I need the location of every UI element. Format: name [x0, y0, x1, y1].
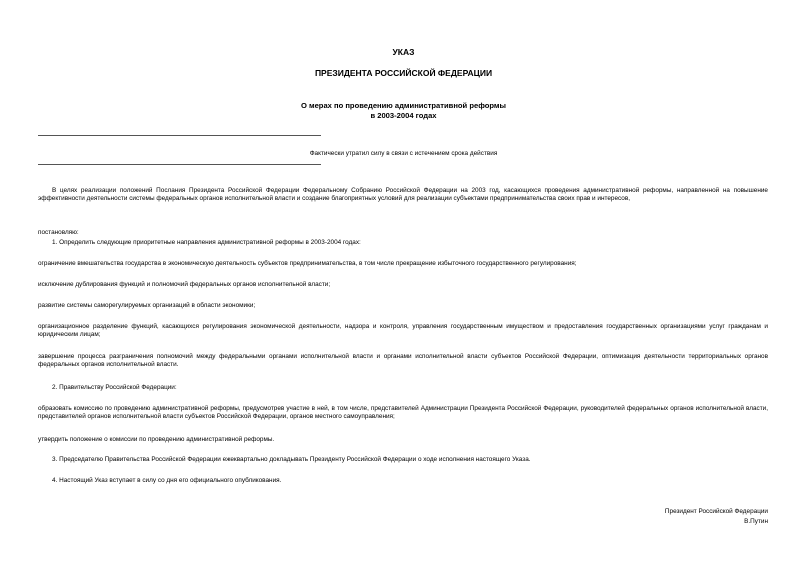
signature-name: В.Путин	[744, 518, 768, 525]
item-2-b: утвердить положение о комиссии по проведению административной реформы.	[38, 436, 275, 443]
signature-position: Президент Российской Федерации	[664, 508, 768, 515]
item-1-d: организационное разделение функций, касающихся регулирования экономической деятельности, надзора и контроля, управления государственным имуществом и предоставления государственных организациями услуг гражданам и юридическим лицам;	[38, 323, 768, 338]
status-note: Фактически утратил силу в связи с истечением срока действия	[309, 150, 498, 157]
preamble-paragraph: В целях реализации положений Послания Президента Российской Федерации Федеральному Собранию Российской Федерации на 2003 год, касающихся проведения административной реформы, направленной на повышение эффективности деятельности системы федеральных органов исполнительной власти и создание благоприятных условий для реализации субъектами предпринимательства своих прав и интересов,	[38, 187, 768, 202]
item-4: 4. Настоящий Указ вступает в силу со дня его официального опубликования.	[52, 477, 282, 484]
top-divider	[38, 135, 321, 136]
decree-issuer: ПРЕЗИДЕНТА РОССИЙСКОЙ ФЕДЕРАЦИИ	[314, 68, 493, 78]
item-2-a: образовать комиссию по проведению административной реформы, предусмотрев участие в ней, в том числе, представителей Администрации Президента Российской Федерации, руководителей федеральных органов исполнительной власти, представителей органов исполнительной власти субъектов Российской Федерации, органов местного самоуправления;	[38, 405, 768, 420]
item-1: 1. Определить следующие приоритетные направления административной реформы в 2003-2004 годах:	[52, 239, 361, 246]
item-1-a: ограничение вмешательства государства в экономическую деятельность субъектов предпринимательства, в том числе прекращение избыточного государственного регулирования;	[38, 260, 577, 267]
item-1-e: завершение процесса разграничения полномочий между федеральными органами исполнительной власти и органами исполнительной власти субъектов Российской Федерации, оптимизация деятельности территориальных органов федеральных органов исполнительной власти.	[38, 353, 768, 368]
item-3: 3. Председателю Правительства Российской Федерации ежеквартально докладывать Президенту Российской Федерации о ходе исполнения настоящего Указа.	[52, 456, 531, 463]
item-2: 2. Правительству Российской Федерации:	[52, 384, 177, 391]
decree-subject-line2: в 2003-2004 годах	[370, 111, 437, 120]
item-1-b: исключение дублирования функций и полномочий федеральных органов исполнительной власти;	[38, 281, 331, 288]
bottom-divider	[38, 164, 321, 165]
decree-word: постановляю:	[38, 229, 79, 236]
decree-title: УКАЗ	[392, 47, 415, 57]
decree-subject-line1: О мерах по проведению административной реформы	[300, 101, 507, 110]
item-1-c: развитие системы саморегулируемых организаций в области экономики;	[38, 302, 256, 309]
